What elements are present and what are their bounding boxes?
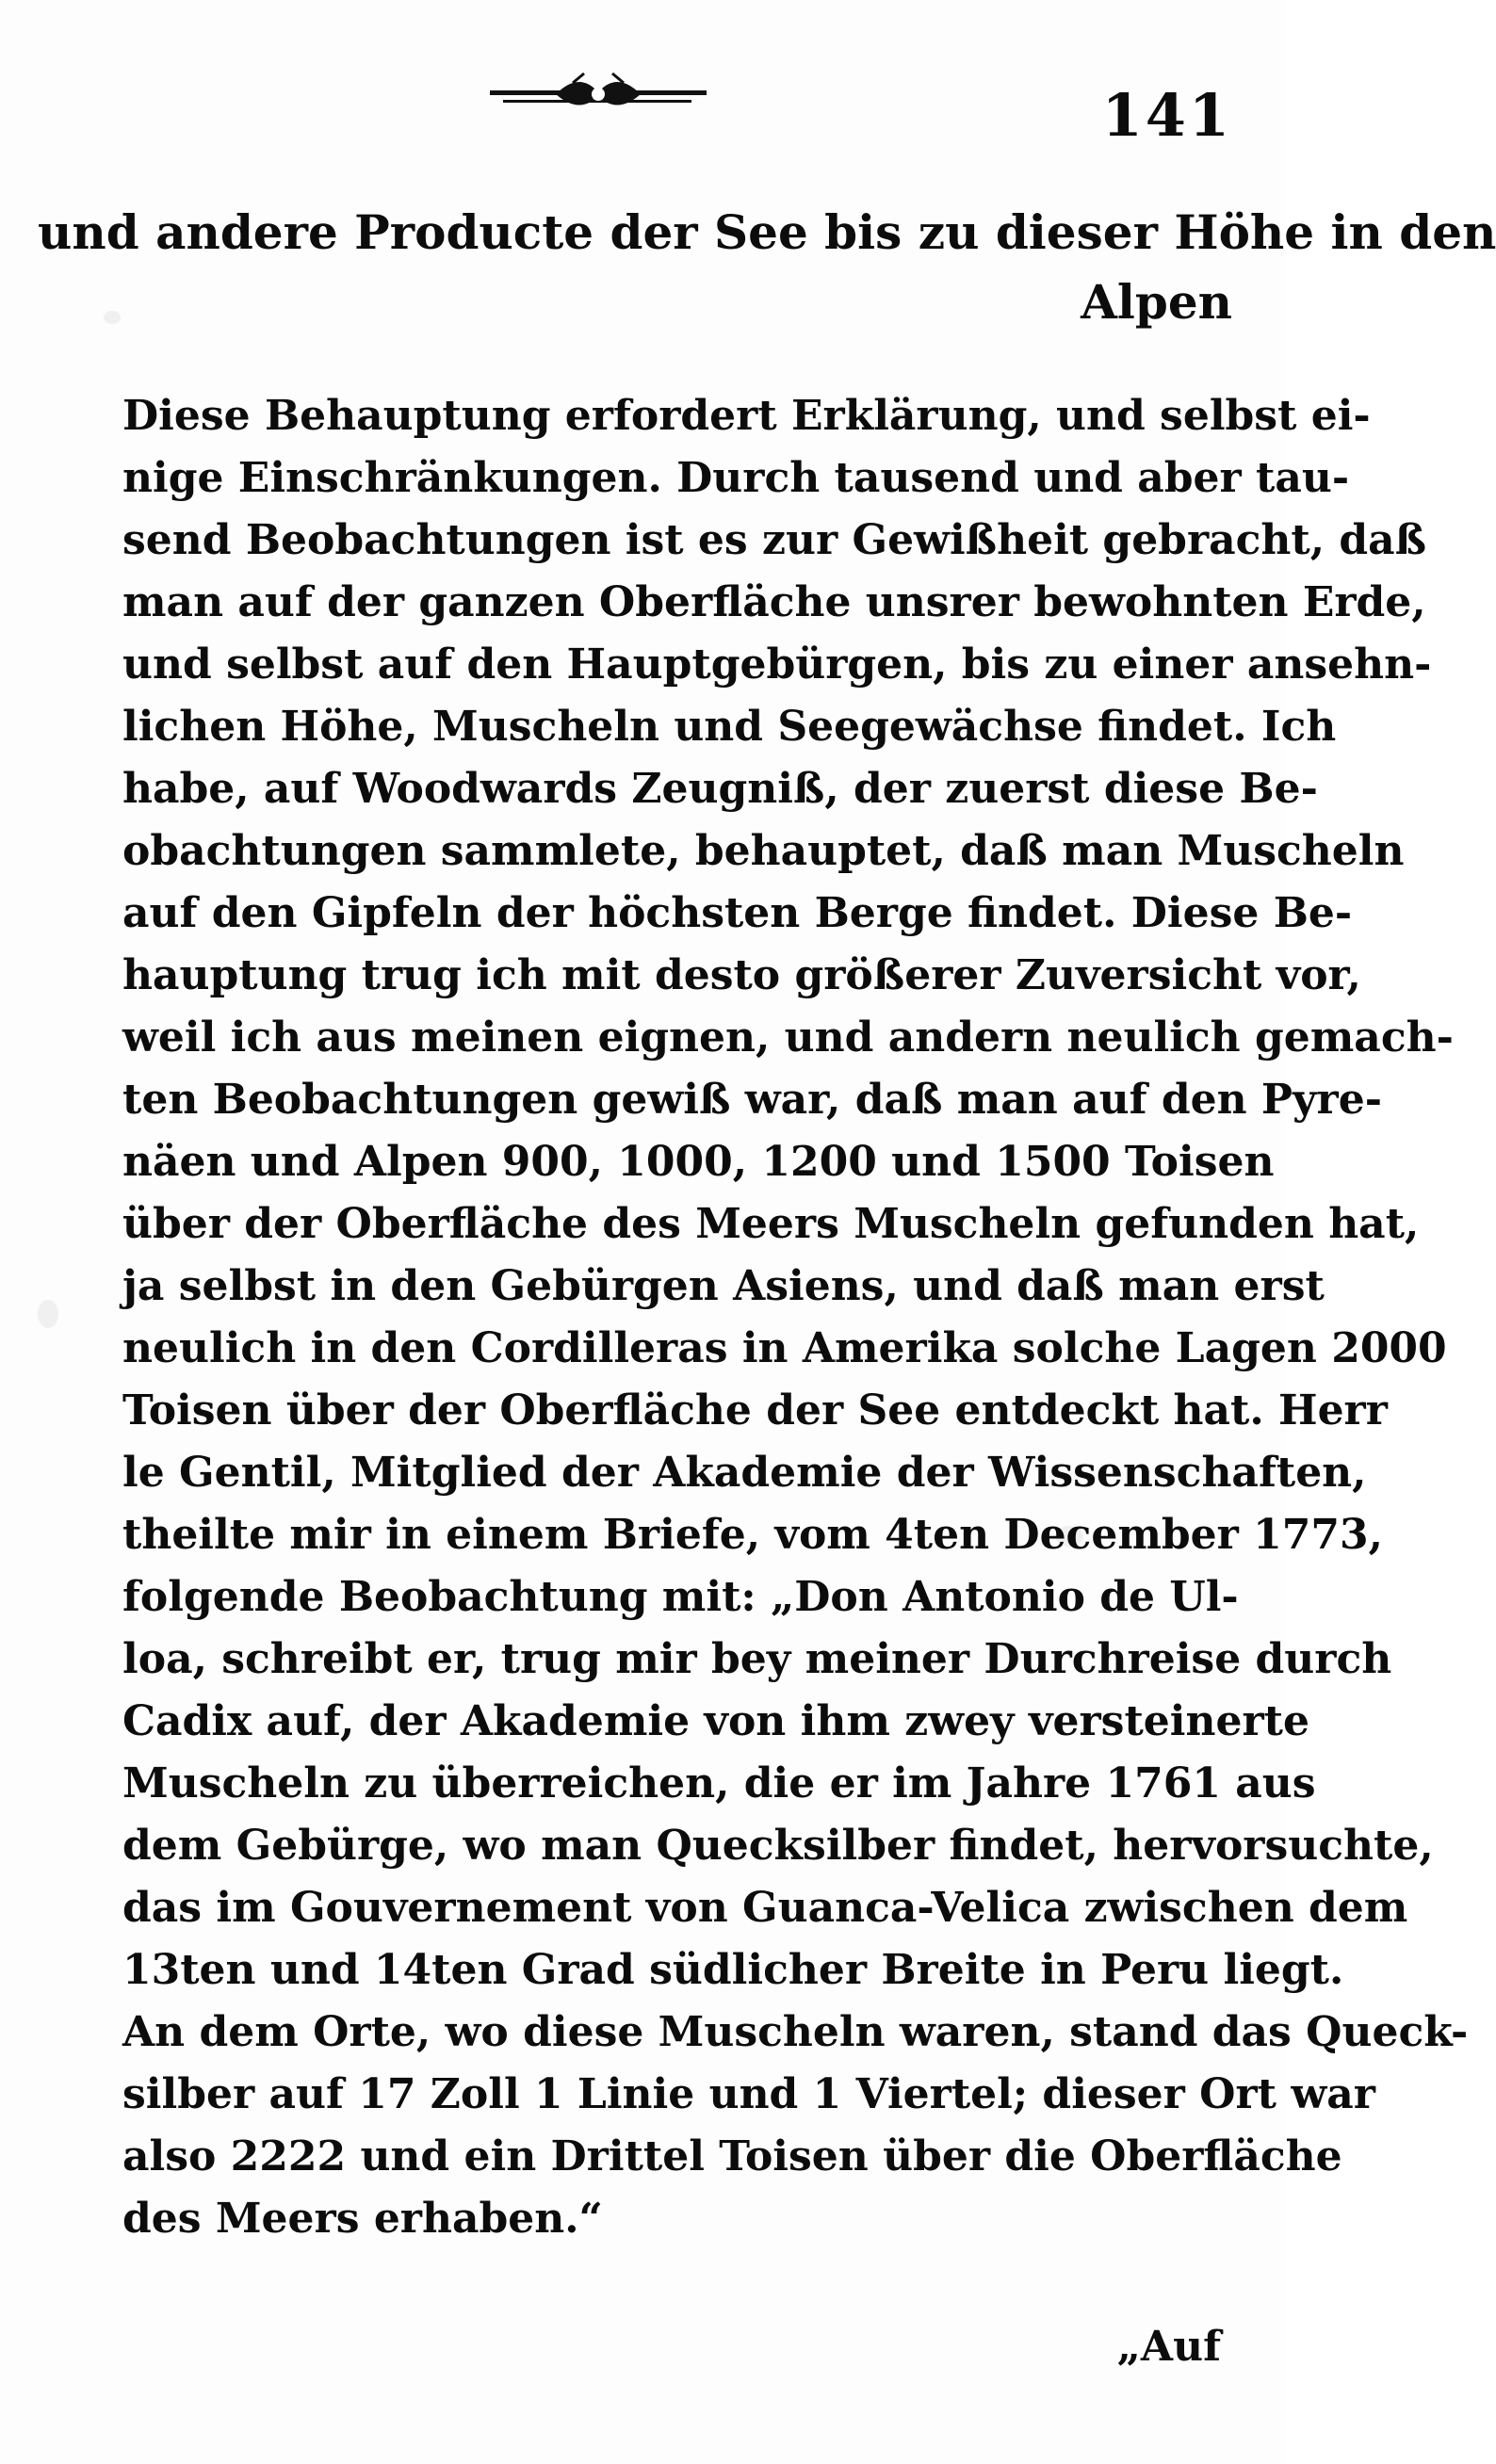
text-line: send Beobachtungen ist es zur Gewißheit gebracht, daß [122, 516, 1427, 564]
text-line: Cadix auf, der Akademie von ihm zwey versteinerte [122, 1697, 1309, 1745]
text-line: loa, schreibt er, trug mir bey meiner Durchreise durch [122, 1635, 1392, 1683]
text-line: obachtungen sammlete, behauptet, daß man Muscheln [122, 827, 1405, 875]
text-line: ja selbst in den Gebürgen Asiens, und daß man erst [122, 1262, 1325, 1310]
text-line: Toisen über der Oberfläche der See entdeckt hat. Herr [122, 1386, 1388, 1435]
text-line: lichen Höhe, Muscheln und Seegewächse findet. Ich [122, 703, 1337, 751]
text-line: 13ten und 14ten Grad südlicher Breite in Peru liegt. [122, 1946, 1344, 1994]
paper-speck [104, 311, 121, 324]
text-line: le Gentil, Mitglied der Akademie der Wissenschaften, [122, 1449, 1367, 1497]
ornament-vignette [490, 66, 707, 122]
text-line: An dem Orte, wo diese Muscheln waren, stand das Queck- [122, 2008, 1469, 2056]
text-line: folgende Beobachtung mit: „Don Antonio de Ul- [122, 1573, 1239, 1621]
text-line: nige Einschränkungen. Durch tausend und aber tau- [122, 454, 1350, 502]
text-line: weil ich aus meinen eignen, und andern neulich gemach- [122, 1013, 1454, 1062]
text-line: man auf der ganzen Oberfläche unsrer bewohnten Erde, [122, 578, 1426, 626]
page-number: 141 [1101, 81, 1232, 150]
text-line: auf den Gipfeln der höchsten Berge findet. Diese Be- [122, 889, 1353, 937]
catchword: „Auf [1116, 2323, 1221, 2371]
text-line: näen und Alpen 900, 1000, 1200 und 1500 Toisen [122, 1138, 1275, 1186]
text-line: das im Gouvernement von Guanca-Velica zwischen dem [122, 1884, 1408, 1932]
text-line: theilte mir in einem Briefe, vom 4ten December 1773, [122, 1511, 1383, 1559]
text-line: über der Oberfläche des Meers Muscheln gefunden hat, [122, 1200, 1420, 1248]
text-line: Muscheln zu überreichen, die er im Jahre 1761 aus [122, 1759, 1316, 1807]
text-line: hauptung trug ich mit desto größerer Zuversicht vor, [122, 951, 1361, 999]
text-line: des Meers erhaben.“ [122, 2195, 603, 2243]
paper-speck [38, 1300, 58, 1328]
text-line: dem Gebürge, wo man Quecksilber findet, hervorsuchte, [122, 1822, 1434, 1870]
text-line: und selbst auf den Hauptgebürgen, bis zu einer ansehn- [122, 640, 1432, 689]
text-line: silber auf 17 Zoll 1 Linie und 1 Viertel; dieser Ort war [122, 2070, 1375, 2118]
text-line: Diese Behauptung erfordert Erklärung, und selbst ei- [122, 392, 1371, 440]
text-line: neulich in den Cordilleras in Amerika solche Lagen 2000 [122, 1324, 1447, 1372]
text-line: habe, auf Woodwards Zeugniß, der zuerst diese Be- [122, 765, 1318, 813]
text-line: und andere Producte der See bis zu dieser Höhe in den [38, 204, 1496, 260]
text-line: ten Beobachtungen gewiß war, daß man auf den Pyre- [122, 1076, 1382, 1124]
text-line: Alpen [1081, 274, 1232, 330]
text-line: also 2222 und ein Drittel Toisen über die Oberfläche [122, 2132, 1342, 2180]
